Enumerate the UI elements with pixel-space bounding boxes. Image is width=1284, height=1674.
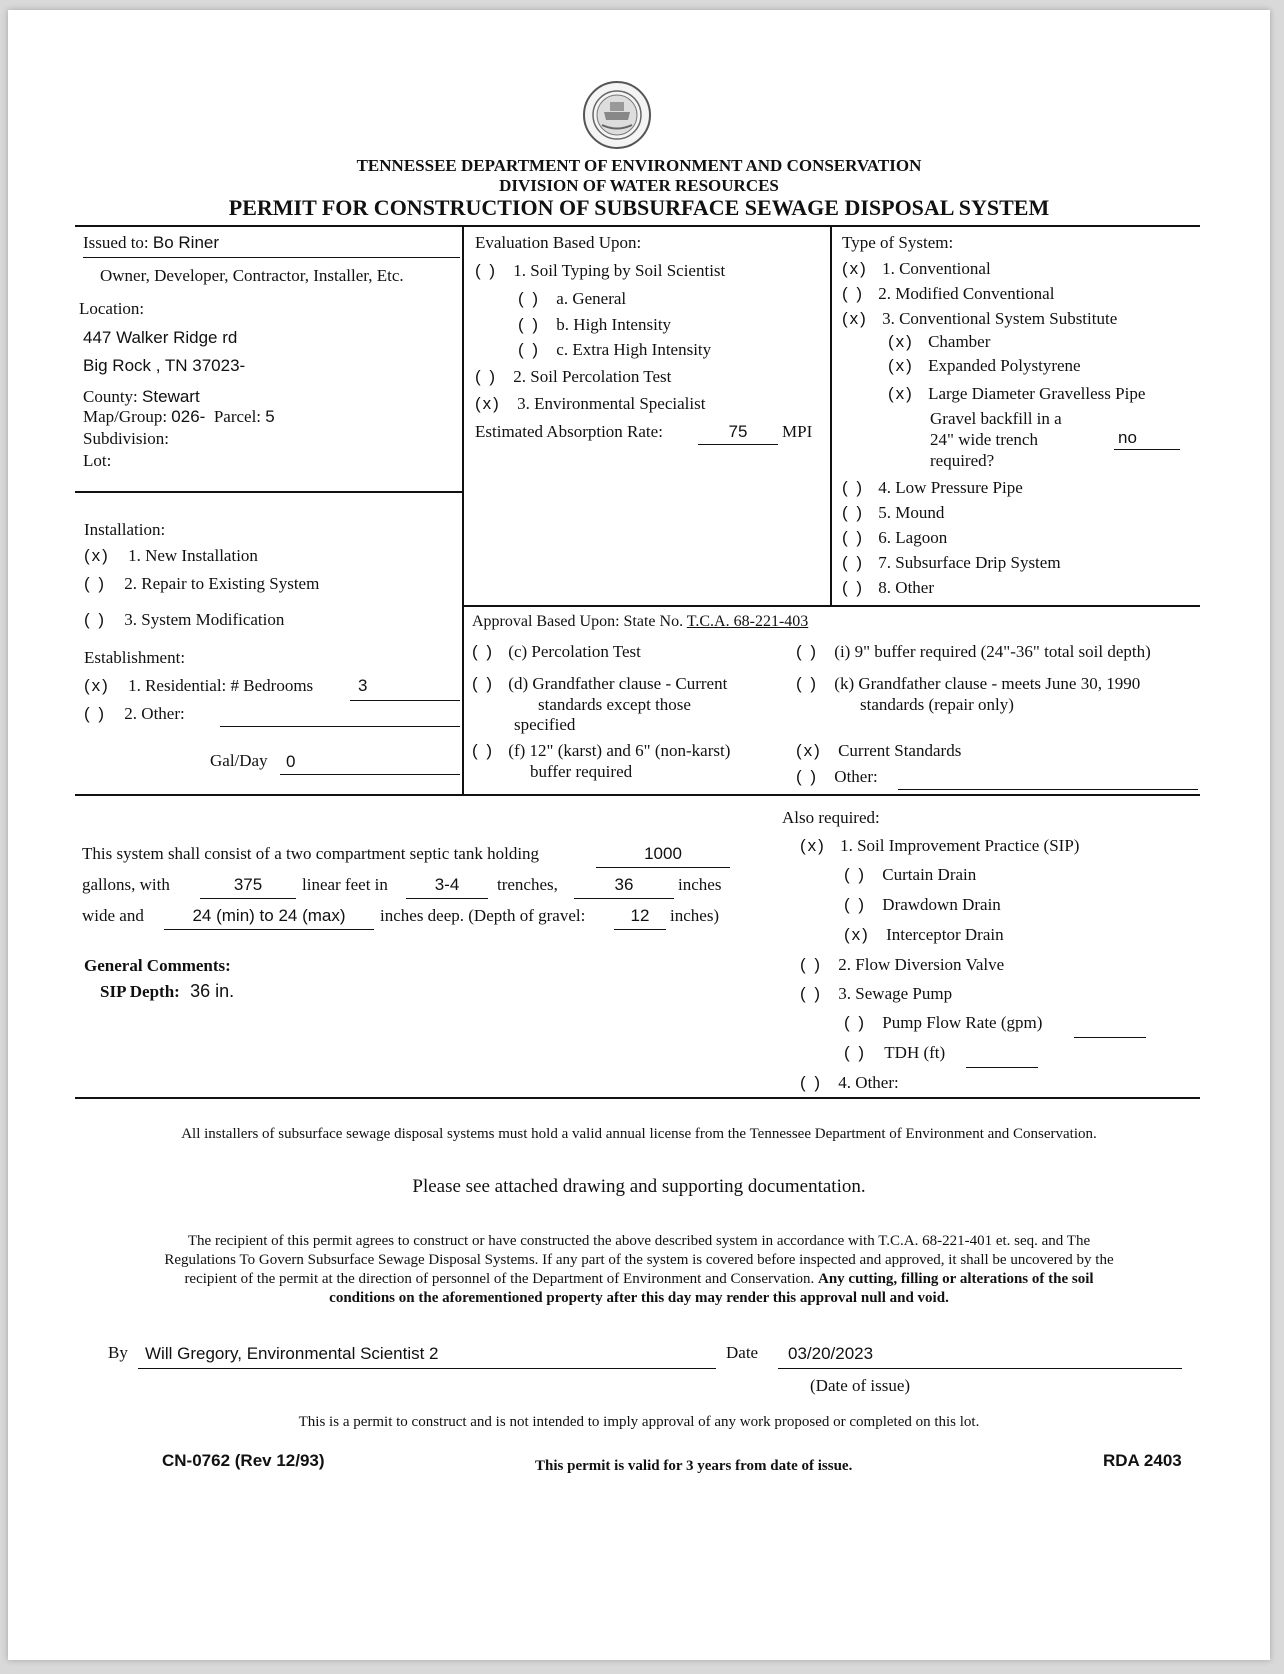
address-line2: Big Rock , TN 37023-	[83, 356, 246, 375]
approval-other-label: Other:	[834, 767, 878, 786]
approval-d	[472, 674, 727, 694]
checkbox-current-standards[interactable]: (x)	[796, 741, 822, 760]
installation-label: 1. New Installation	[128, 546, 258, 565]
terms-line3-bold: Any cutting, filling or alterations of the soil	[818, 1271, 1094, 1287]
system-type-label: 7. Subsurface Drip System	[878, 553, 1061, 572]
checkbox-approval-f[interactable]: ( )	[472, 741, 495, 760]
substitute-item	[888, 384, 1145, 404]
also-required-pump	[800, 984, 952, 1004]
also-required-pump-label: 3. Sewage Pump	[838, 984, 953, 1003]
license-note: All installers of subsurface sewage disposal systems must hold a valid annual license from the Tennessee Department of Environment and Conservation.	[181, 1126, 1097, 1142]
location-label: Location:	[79, 299, 145, 318]
system-type-item	[842, 259, 991, 279]
system-desc-wide-and: wide and	[82, 906, 144, 925]
checkbox-low-pressure-pipe[interactable]: ( )	[842, 478, 865, 497]
checkbox-extra-high-intensity[interactable]: ( )	[518, 340, 541, 359]
parcel-label: Parcel:	[213, 407, 262, 426]
sip-item-label: Drawdown Drain	[882, 895, 1001, 914]
absorption-rate-label: Estimated Absorption Rate:	[475, 422, 663, 441]
absorption-rate-value: 75	[728, 422, 748, 441]
approval-f	[472, 741, 730, 761]
checkbox-substitute[interactable]: (x)	[842, 309, 868, 328]
substitute-item	[888, 332, 990, 352]
by-label: By	[108, 1343, 128, 1362]
also-required-sip	[800, 836, 1079, 856]
parcel-value: 5	[265, 407, 275, 426]
pump-item-label: TDH (ft)	[884, 1043, 946, 1062]
env-specialist-item	[475, 394, 705, 414]
approval-i-label: (i) 9" buffer required (24"-36" total soil depth)	[834, 642, 1151, 661]
soil-typing-item	[475, 261, 725, 281]
system-desc-linear-feet: linear feet in	[302, 875, 388, 894]
checkbox-lagoon[interactable]: ( )	[842, 528, 865, 547]
system-type-item	[842, 503, 944, 523]
map-label: Map/Group:	[83, 407, 168, 426]
system-type-label: 5. Mound	[878, 503, 945, 522]
checkbox-high-intensity[interactable]: ( )	[518, 315, 541, 334]
installation-item	[84, 574, 319, 594]
owner-caption: Owner, Developer, Contractor, Installer, Etc.	[100, 266, 404, 285]
other-establishment-field	[84, 704, 185, 724]
system-type-title: Type of System:	[842, 233, 954, 252]
approval-current	[796, 741, 961, 761]
checkbox-curtain-drain[interactable]: ( )	[844, 865, 867, 884]
header-line2: DIVISION OF WATER RESOURCES	[499, 176, 779, 195]
date-caption: (Date of issue)	[810, 1376, 911, 1395]
sip-depth-field	[100, 981, 234, 1002]
checkbox-approval-k[interactable]: ( )	[796, 674, 819, 693]
gravel-depth-value: 12	[630, 906, 650, 925]
sip-item	[844, 865, 976, 885]
approval-c	[472, 642, 641, 662]
county-label: County:	[83, 387, 138, 406]
approval-k	[796, 674, 1140, 694]
approval-k-line1: (k) Grandfather clause - meets June 30, 1990	[834, 674, 1141, 693]
form-code: CN-0762 (Rev 12/93)	[162, 1451, 325, 1470]
sip-item	[844, 925, 1004, 945]
checkbox-flow-diversion[interactable]: ( )	[800, 955, 823, 974]
installation-title: Installation:	[84, 520, 166, 539]
system-desc-gallons-with: gallons, with	[82, 875, 170, 894]
system-type-item	[842, 478, 1023, 498]
map-value: 026-	[171, 407, 206, 426]
approval-title-prefix: Approval Based Upon: State No.	[472, 613, 684, 630]
checkbox-new-installation[interactable]: (x)	[84, 546, 110, 565]
approval-d-line2: standards except those	[538, 695, 691, 714]
approval-f-line2: buffer required	[530, 762, 633, 781]
system-desc-depth-of-gravel: inches deep. (Depth of gravel:	[380, 906, 586, 925]
establishment-title: Establishment:	[84, 648, 186, 667]
approval-k-line2: standards (repair only)	[860, 695, 1014, 714]
system-type-item	[842, 528, 947, 548]
terms-line1: The recipient of this permit agrees to construct or have constructed the above described system in accordance with T.C.A. 68-221-401 et. seq. and The	[187, 1233, 1091, 1249]
perc-test-label: 2. Soil Percolation Test	[513, 367, 672, 386]
terms-line3-regular: recipient of the permit at the direction of personnel of the Department of Environment and Conservation.	[184, 1271, 815, 1287]
system-type-label: 2. Modified Conventional	[878, 284, 1055, 303]
also-required-other-label: 4. Other:	[838, 1073, 899, 1092]
checkbox-also-other[interactable]: ( )	[800, 1073, 823, 1092]
substitute-label: Large Diameter Gravelless Pipe	[928, 384, 1146, 403]
checkbox-approval-c[interactable]: ( )	[472, 642, 495, 661]
checkbox-approval-i[interactable]: ( )	[796, 642, 819, 661]
residential-label: 1. Residential: # Bedrooms	[128, 676, 314, 695]
system-type-item	[842, 284, 1054, 304]
checkbox-tdh[interactable]: ( )	[844, 1043, 867, 1062]
valid-note: This permit is valid for 3 years from date of issue.	[535, 1458, 853, 1474]
gal-day-label: Gal/Day	[210, 751, 268, 770]
soil-sub-item	[518, 315, 671, 335]
issued-to-value: Bo Riner	[152, 233, 220, 252]
also-required-fdv	[800, 955, 1004, 975]
issued-to-field	[83, 233, 219, 253]
installation-item	[84, 610, 284, 630]
header-line1: TENNESSEE DEPARTMENT OF ENVIRONMENT AND CONSERVATION	[356, 156, 922, 175]
also-required-sip-label: 1. Soil Improvement Practice (SIP)	[840, 836, 1080, 855]
checkbox-pump-flow-rate[interactable]: ( )	[844, 1013, 867, 1032]
date-label: Date	[726, 1343, 759, 1362]
soil-sub-item	[518, 289, 626, 309]
also-required-other	[800, 1073, 899, 1093]
permit-title: PERMIT FOR CONSTRUCTION OF SUBSURFACE SEWAGE DISPOSAL SYSTEM	[228, 195, 1050, 220]
substitute-label: Expanded Polystyrene	[928, 356, 1081, 375]
checkbox-gravelless-pipe[interactable]: (x)	[888, 384, 914, 403]
rda-code: RDA 2403	[1103, 1451, 1182, 1470]
checkbox-drip-system[interactable]: ( )	[842, 553, 865, 572]
approval-title	[472, 613, 808, 631]
general-comments-title: General Comments:	[84, 956, 231, 975]
checkbox-percolation[interactable]: ( )	[475, 367, 498, 386]
gravel-question-line2: 24" wide trench	[930, 430, 1038, 449]
linear-feet-value: 375	[233, 875, 263, 894]
approval-other	[796, 767, 878, 787]
system-desc-line1: This system shall consist of a two compartment septic tank holding	[82, 844, 540, 863]
system-type-label: 8. Other	[878, 578, 935, 597]
checkbox-approval-other[interactable]: ( )	[796, 767, 819, 786]
also-required-fdv-label: 2. Flow Diversion Valve	[838, 955, 1005, 974]
evaluation-title: Evaluation Based Upon:	[475, 233, 642, 252]
tank-gallons-value: 1000	[644, 844, 682, 863]
system-type-label: 3. Conventional System Substitute	[882, 309, 1118, 328]
system-type-item	[842, 578, 934, 598]
system-desc-inches-close: inches)	[670, 906, 720, 925]
checkbox-other-establishment[interactable]: ( )	[84, 704, 107, 723]
checkbox-repair[interactable]: ( )	[84, 574, 107, 593]
state-seal-icon	[582, 80, 652, 150]
system-type-label: 4. Low Pressure Pipe	[878, 478, 1023, 497]
checkbox-chamber[interactable]: (x)	[888, 332, 914, 351]
absorption-rate-unit: MPI	[782, 422, 813, 441]
other-establishment-label: 2. Other:	[124, 704, 185, 723]
approval-d-line1: (d) Grandfather clause - Current	[508, 674, 728, 693]
checkbox-soil-typing[interactable]: ( )	[475, 261, 498, 280]
approval-current-label: Current Standards	[838, 741, 962, 760]
system-type-item	[842, 553, 1061, 573]
trench-width-value: 36	[614, 875, 634, 894]
gravel-question-line3: required?	[930, 451, 995, 470]
checkbox-sewage-pump[interactable]: ( )	[800, 984, 823, 1003]
checkbox-approval-d[interactable]: ( )	[472, 674, 495, 693]
approval-i	[796, 642, 1151, 662]
soil-sub-label: a. General	[556, 289, 627, 308]
soil-sub-label: c. Extra High Intensity	[556, 340, 712, 359]
bedrooms-value: 3	[358, 676, 368, 695]
checkbox-env-specialist[interactable]: (x)	[475, 394, 501, 413]
approval-title-ref: T.C.A. 68-221-403	[686, 613, 809, 630]
gravel-question-line1: Gravel backfill in a	[930, 409, 1062, 428]
map-parcel-field	[83, 407, 275, 427]
terms-line4: conditions on the aforementioned property after this day may render this approval null and void.	[329, 1290, 949, 1306]
checkbox-modification[interactable]: ( )	[84, 610, 107, 629]
pump-item-label: Pump Flow Rate (gpm)	[882, 1013, 1043, 1032]
approval-f-line1: (f) 12" (karst) and 6" (non-karst)	[508, 741, 731, 760]
soil-sub-label: b. High Intensity	[556, 315, 672, 334]
system-type-item	[842, 309, 1117, 329]
perc-test-item	[475, 367, 671, 387]
approval-c-label: (c) Percolation Test	[508, 642, 641, 661]
address-line1: 447 Walker Ridge rd	[83, 328, 238, 347]
terms-line2: Regulations To Govern Subsurface Sewage Disposal Systems. If any part of the system is covered before inspected and approved, it shall be uncovered by the	[164, 1252, 1114, 1268]
checkbox-modified-conventional[interactable]: ( )	[842, 284, 865, 303]
checkbox-drawdown-drain[interactable]: ( )	[844, 895, 867, 914]
soil-sub-item	[518, 340, 711, 360]
also-required-title: Also required:	[782, 808, 880, 827]
sip-item	[844, 895, 1001, 915]
gal-day-value: 0	[286, 752, 296, 771]
system-desc-inches: inches	[678, 875, 722, 894]
system-desc-trenches: trenches,	[497, 875, 558, 894]
checkbox-interceptor-drain[interactable]: (x)	[844, 925, 870, 944]
env-specialist-label: 3. Environmental Specialist	[517, 394, 706, 413]
see-attached-note: Please see attached drawing and supporting documentation.	[412, 1176, 866, 1197]
pump-item	[844, 1043, 945, 1063]
residential-field	[84, 676, 313, 696]
county-field	[83, 387, 200, 407]
inspector-name: Will Gregory, Environmental Scientist 2	[145, 1344, 439, 1363]
subdivision-label: Subdivision:	[83, 429, 169, 448]
sip-item-label: Curtain Drain	[882, 865, 977, 884]
construct-note: This is a permit to construct and is not intended to imply approval of any work proposed or completed on this lot.	[298, 1414, 980, 1430]
approval-d-line3: specified	[514, 715, 576, 734]
issue-date: 03/20/2023	[788, 1344, 874, 1363]
trench-depth-value: 24 (min) to 24 (max)	[192, 906, 346, 925]
installation-label: 2. Repair to Existing System	[124, 574, 320, 593]
installation-item	[84, 546, 258, 566]
installation-label: 3. System Modification	[124, 610, 285, 629]
county-value: Stewart	[142, 387, 200, 406]
terms-line3	[8, 1271, 1270, 1288]
checkbox-polystyrene[interactable]: (x)	[888, 356, 914, 375]
substitute-item	[888, 356, 1081, 376]
checkbox-general[interactable]: ( )	[518, 289, 541, 308]
checkbox-conventional[interactable]: (x)	[842, 259, 868, 278]
checkbox-sip[interactable]: (x)	[800, 836, 826, 855]
permit-page	[8, 10, 1270, 1660]
checkbox-other-system[interactable]: ( )	[842, 578, 865, 597]
trenches-value: 3-4	[434, 875, 460, 894]
soil-typing-label: 1. Soil Typing by Soil Scientist	[513, 261, 726, 280]
lot-label: Lot:	[83, 451, 112, 470]
substitute-label: Chamber	[928, 332, 991, 351]
issued-to-label: Issued to:	[83, 233, 149, 252]
sip-depth-value: 36 in.	[190, 981, 235, 1001]
pump-item	[844, 1013, 1042, 1033]
checkbox-mound[interactable]: ( )	[842, 503, 865, 522]
checkbox-residential[interactable]: (x)	[84, 676, 110, 695]
system-type-label: 6. Lagoon	[878, 528, 948, 547]
gravel-answer: no	[1118, 428, 1137, 447]
system-type-label: 1. Conventional	[882, 259, 991, 278]
sip-depth-label: SIP Depth:	[100, 982, 180, 1001]
sip-item-label: Interceptor Drain	[886, 925, 1004, 944]
